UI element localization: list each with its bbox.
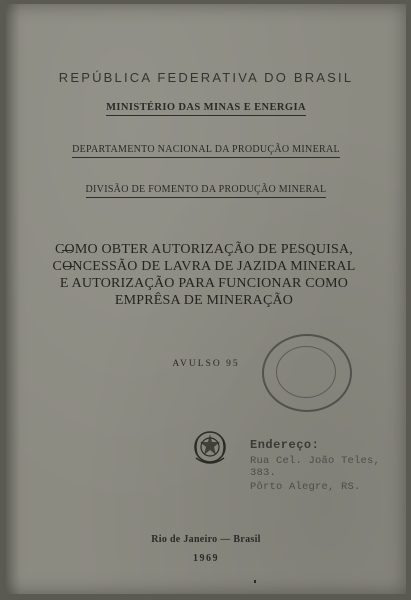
title-line-2: CONCESSÃO DE LAVRA DE JAZIDA MINERAL xyxy=(52,259,356,274)
coat-of-arms-icon xyxy=(190,428,230,468)
title-line-1: COMO OBTER AUTORIZAÇÃO DE PESQUISA, xyxy=(54,242,354,257)
imprint-year: 1969 xyxy=(193,553,219,564)
address-stamp xyxy=(250,438,400,493)
document-title xyxy=(46,241,362,309)
republic-heading: REPÚBLICA FEDERATIVA DO BRASIL xyxy=(58,70,354,85)
library-stamp-inner-ring xyxy=(276,346,336,398)
address-street: Rua Cel. João Teles, 383. xyxy=(250,455,381,479)
series-label: AVULSO 95 xyxy=(172,359,240,369)
ink-speck xyxy=(254,580,256,583)
division-heading xyxy=(6,184,406,195)
library-stamp-icon xyxy=(262,334,352,412)
title-line-3: E AUTORIZAÇÃO PARA FUNCIONAR COMO xyxy=(59,276,349,291)
imprint-place: Rio de Janeiro — Brasil xyxy=(151,534,261,545)
ministry-heading xyxy=(6,102,406,113)
title-line-4: EMPRÊSA DE MINERAÇÃO xyxy=(114,293,294,308)
ministry-text: MINISTÉRIO DAS MINAS E ENERGIA xyxy=(106,102,306,116)
cover-edge-shadow xyxy=(6,4,20,594)
document-cover xyxy=(6,4,406,594)
department-heading xyxy=(6,144,406,155)
address-label: Endereço: xyxy=(250,438,320,452)
department-text: DEPARTAMENTO NACIONAL DA PRODUÇÃO MINERAL xyxy=(72,144,340,158)
division-text: DIVISÃO DE FOMENTO DA PRODUÇÃO MINERAL xyxy=(86,184,327,198)
address-city: Pôrto Alegre, RS. xyxy=(250,481,361,493)
